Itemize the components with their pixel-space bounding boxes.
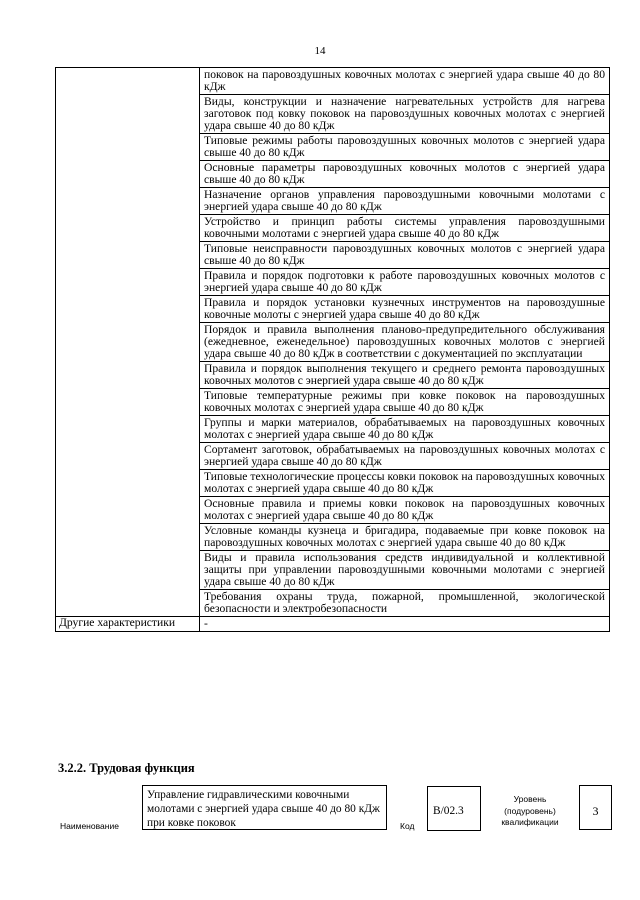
table-cell: Типовые режимы работы паровоздушных ковочных молотов с энергией удара свыше 40 до 80 кДж	[200, 134, 610, 161]
requirements-table	[55, 67, 610, 632]
table-cell: Типовые неисправности паровоздушных ковочных молотов с энергией удара свыше 40 до 80 кДж	[200, 242, 610, 269]
table-cell: Правила и порядок выполнения текущего и среднего ремонта паровоздушных ковочных молотов с энергией удара свыше 40 до 80 кДж	[200, 362, 610, 389]
table-cell: Правила и порядок установки кузнечных инструментов на паровоздушные ковочные молоты с энергией удара свыше 40 до 80 кДж	[200, 296, 610, 323]
qualification-level-label: Уровень (подуровень) квалификации	[501, 794, 559, 827]
table-cell: Устройство и принцип работы системы управления паровоздушными ковочными молотами с энергией удара свыше 40 до 80 кДж	[200, 215, 610, 242]
row-label-empty	[56, 68, 200, 617]
table-row-other	[56, 617, 610, 632]
table-row	[56, 68, 610, 95]
table-cell: Типовые температурные режимы при ковке поковок на паровоздушных ковочных молотах с энергией удара свыше 40 до 80 кДж	[200, 389, 610, 416]
section-title: 3.2.2. Трудовая функция	[58, 761, 195, 775]
table-cell: Требования охраны труда, пожарной, промышленной, экологической безопасности и электробезопасности	[200, 590, 610, 617]
table-cell: Типовые технологические процессы ковки поковок на паровоздушных ковочных молотах с энергией удара свыше 40 до 80 кДж	[200, 470, 610, 497]
other-characteristics-label: Другие характеристики	[56, 617, 200, 632]
table-cell: Назначение органов управления паровоздушными ковочными молотами с энергией удара свыше 40 до 80 кДж	[200, 188, 610, 215]
other-characteristics-value: -	[200, 617, 610, 632]
code-value: B/02.3	[427, 786, 481, 831]
table-cell: Порядок и правила выполнения планово-предупредительного обслуживания (ежедневное, еженедельное) паровоздушных ковочных молотов с энергией удара свыше 40 до 80 кДж в соответствии с документацией по эксплуатации	[200, 323, 610, 362]
page-number: 14	[314, 45, 326, 57]
table-cell: Правила и порядок подготовки к работе паровоздушных ковочных молотов с энергией удара свыше 40 до 80 кДж	[200, 269, 610, 296]
table-cell: Условные команды кузнеца и бригадира, подаваемые при ковке поковок на паровоздушных ковочных молотах с энергией удара свыше 40 до 80 кДж	[200, 524, 610, 551]
qualification-level-value: 3	[579, 785, 612, 830]
code-label: Код	[400, 821, 415, 831]
table-cell: Виды, конструкции и назначение нагревательных устройств для нагрева заготовок под ковку поковок на паровоздушных ковочных молотах с энергией удара свыше 40 до 80 кДж	[200, 95, 610, 134]
table-cell: Основные правила и приемы ковки поковок на паровоздушных ковочных молотах с энергией удара свыше 40 до 80 кДж	[200, 497, 610, 524]
table-cell: поковок на паровоздушных ковочных молотах с энергией удара свыше 40 до 80 кДж	[200, 68, 610, 95]
table-cell: Виды и правила использования средств индивидуальной и коллективной защиты при управлении паровоздушными ковочными молотами с энергией удара свыше 40 до 80 кДж	[200, 551, 610, 590]
table-cell: Группы и марки материалов, обрабатываемых на паровоздушных ковочных молотах с энергией удара свыше 40 до 80 кДж	[200, 416, 610, 443]
function-name-label: Наименование	[60, 821, 119, 831]
function-name-value: Управление гидравлическими ковочными молотами с энергией удара свыше 40 до 80 кДж при ковке поковок	[142, 785, 387, 830]
table-cell: Основные параметры паровоздушных ковочных молотов с энергией удара свыше 40 до 80 кДж	[200, 161, 610, 188]
table-cell: Сортамент заготовок, обрабатываемых на паровоздушных ковочных молотах с энергией удара свыше 40 до 80 кДж	[200, 443, 610, 470]
